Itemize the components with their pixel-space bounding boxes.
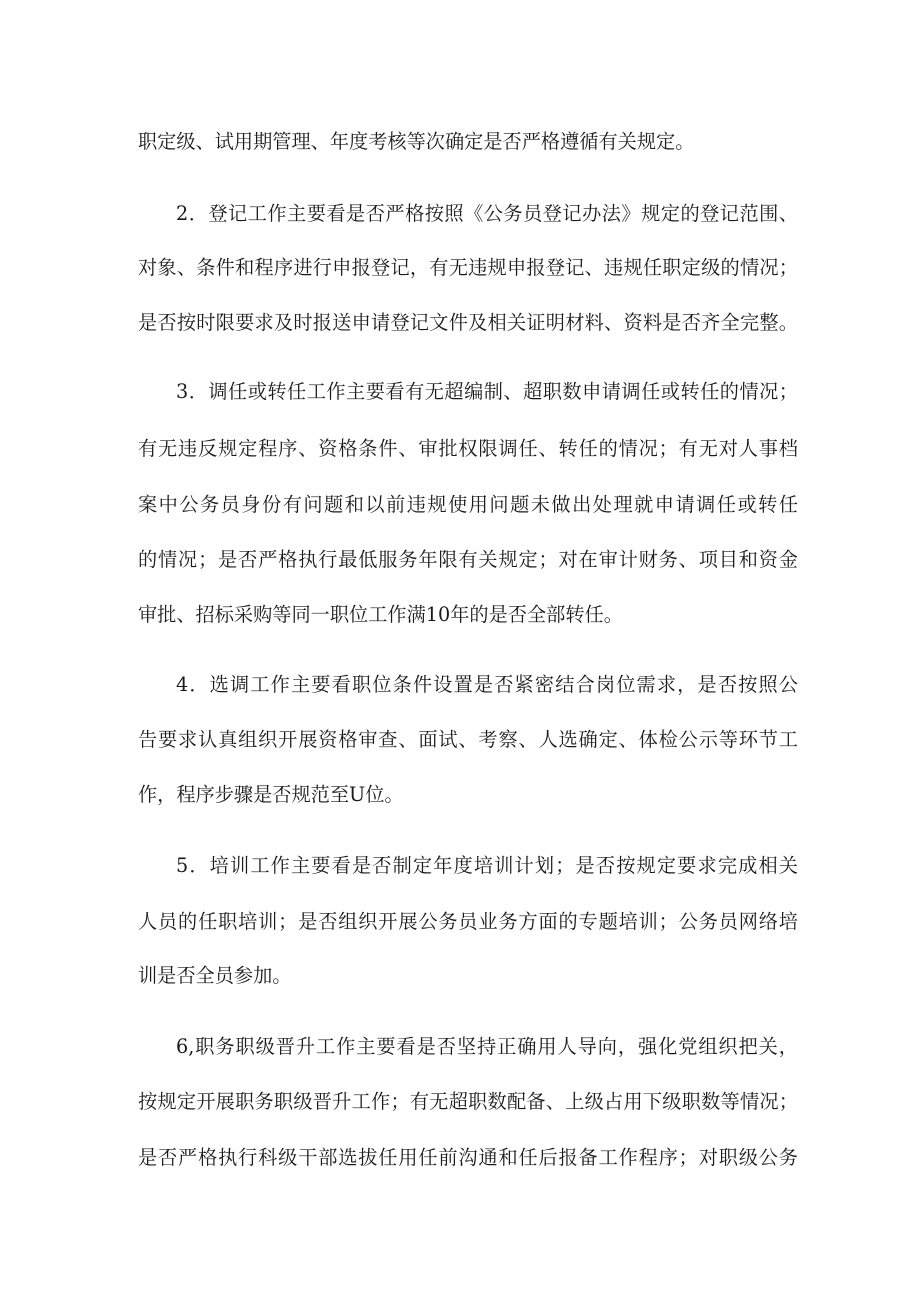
text-line: 审批、招标采购等同一职位工作满10年的是否全部转任。	[138, 603, 623, 626]
paragraph-2-line: 2．登记工作主要看是否严格按照《公务员登记办法》规定的登记范围、	[176, 202, 798, 225]
text-line: 有无违反规定程序、资格条件、审批权限调任、转任的情况；有无对人事档	[138, 437, 798, 460]
text-line: 职定级、试用期管理、年度考核等次确定是否严格遵循有关规定。	[138, 130, 695, 153]
text-line: 案中公务员身份有问题和以前违规使用问题未做出处理就申请调任或转任	[138, 493, 798, 516]
text-line: 是否严格执行科级干部选拔任用任前沟通和任后报备工作程序；对职级公务	[138, 1146, 798, 1169]
paragraph-4-line: 4．选调工作主要看职位条件设置是否紧密结合岗位需求，是否按照公	[176, 673, 798, 696]
text-line: 的情况；是否严格执行最低服务年限有关规定；对在审计财务、项目和资金	[138, 548, 798, 571]
text-line: 人员的任职培训；是否组织开展公务员业务方面的专题培训；公务员网络培	[138, 910, 798, 933]
text-line: 告要求认真组织开展资格审查、面试、考察、人选确定、体检公示等环节工	[138, 728, 798, 751]
text-line: 按规定开展职务职级晋升工作；有无超职数配备、上级占用下级职数等情况；	[138, 1090, 798, 1113]
paragraph-5-line: 5．培训工作主要看是否制定年度培训计划；是否按规定要求完成相关	[176, 854, 798, 877]
paragraph-6-line: 6,职务职级晋升工作主要看是否坚持正确用人导向，强化党组织把关，	[176, 1035, 798, 1058]
text-line: 训是否全员参加。	[138, 964, 292, 987]
paragraph-3-line: 3．调任或转任工作主要看有无超编制、超职数申请调任或转任的情况；	[176, 380, 798, 403]
text-line: 对象、条件和程序进行申报登记，有无违规申报登记、违规任职定级的情况；	[138, 256, 798, 279]
text-line: 是否按时限要求及时报送申请登记文件及相关证明材料、资料是否齐全完整。	[138, 311, 798, 334]
text-line: 作，程序步骤是否规范至U位。	[138, 783, 404, 806]
